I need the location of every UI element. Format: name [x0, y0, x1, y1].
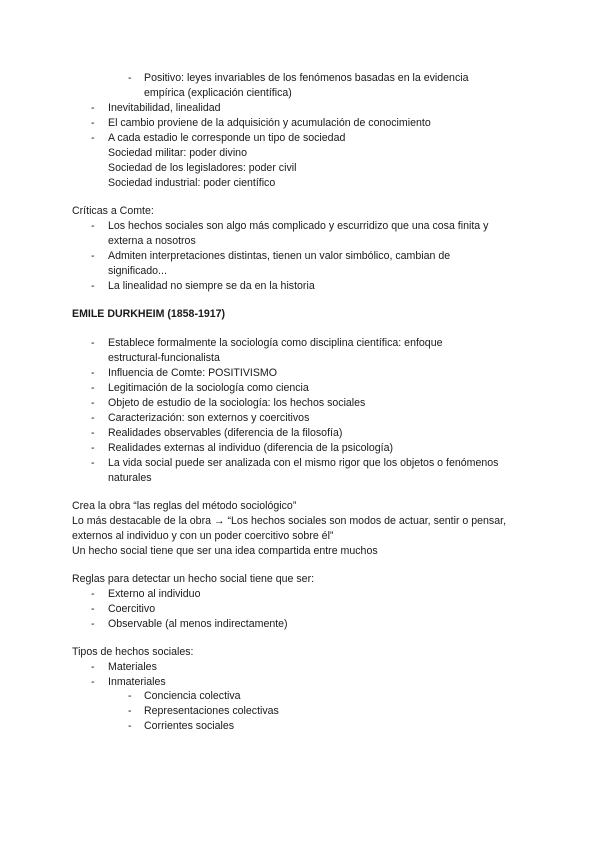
durkheim-bullet-8-line-1: La vida social puede ser analizada con el mismo rigor que los objetos o fenómenos: [108, 457, 499, 469]
sub-representaciones: Representaciones colectivas: [144, 705, 279, 717]
comte-bullet-2: El cambio proviene de la adquisición y acumulación de conocimiento: [108, 117, 431, 129]
critica-3-line-1: La linealidad no siempre se da en la historia: [108, 280, 315, 292]
bullet-dash: -: [91, 618, 95, 630]
bullet-dash: -: [128, 690, 132, 702]
obra-line-3: externos al individuo y con un poder coercitivo sobre él”: [72, 530, 334, 542]
bullet-dash: -: [91, 442, 95, 454]
bullet-dash: -: [91, 412, 95, 424]
regla-2: Coercitivo: [108, 603, 156, 615]
critica-1-line-1: Los hechos sociales son algo más complicado y escurridizo que una cosa finita y: [108, 220, 489, 232]
durkheim-bullet-3: Legitimación de la sociología como ciencia: [108, 382, 309, 394]
comte-bullet-3: A cada estadio le corresponde un tipo de sociedad: [108, 132, 346, 144]
bullet-dash: -: [91, 676, 95, 688]
bullet-dash: -: [91, 603, 95, 615]
durkheim-bullet-6: Realidades observables (diferencia de la filosofía): [108, 427, 343, 439]
durkheim-bullet-8-line-2: naturales: [108, 472, 152, 484]
critica-2-line-1: Admiten interpretaciones distintas, tienen un valor simbólico, cambian de: [108, 250, 451, 262]
bullet-dash: -: [128, 720, 132, 732]
tipo-inmateriales: Inmateriales: [108, 676, 166, 688]
reglas-heading: Reglas para detectar un hecho social tiene que ser:: [72, 573, 315, 585]
bullet-dash: -: [91, 661, 95, 673]
durkheim-bullet-7: Realidades externas al individuo (diferencia de la psicología): [108, 442, 394, 454]
bullet-dash: -: [91, 220, 95, 232]
obra-line-1: Crea la obra “las reglas del método sociológico”: [72, 500, 297, 512]
durkheim-bullet-4: Objeto de estudio de la sociología: los hechos sociales: [108, 397, 366, 409]
critica-2-line-2: significado...: [108, 265, 167, 277]
bullet-dash: -: [128, 705, 132, 717]
bullet-dash: -: [91, 280, 95, 292]
obra-line-2: Lo más destacable de la obra → “Los hechos sociales son modos de actuar, sentir o pensar,: [72, 515, 507, 527]
sub-conciencia: Conciencia colectiva: [144, 690, 241, 702]
bullet-dash: -: [91, 427, 95, 439]
regla-3: Observable (al menos indirectamente): [108, 618, 288, 630]
society-legislators: Sociedad de los legisladores: poder civil: [108, 162, 297, 174]
bullet-dash: -: [91, 457, 95, 469]
bullet-dash: -: [91, 337, 95, 349]
tipos-heading: Tipos de hechos sociales:: [72, 646, 194, 658]
comte-bullet-1: Inevitabilidad, linealidad: [108, 102, 221, 114]
sub-corrientes: Corrientes sociales: [144, 720, 235, 732]
bullet-dash: -: [91, 588, 95, 600]
durkheim-bullet-2: Influencia de Comte: POSITIVISMO: [108, 367, 277, 379]
bullet-dash: -: [91, 367, 95, 379]
positivo-line-2: empírica (explicación científica): [144, 87, 292, 99]
durkheim-bullet-1-line-2: estructural-funcionalista: [108, 352, 220, 364]
bullet-dash: -: [91, 250, 95, 262]
bullet-dash: -: [91, 102, 95, 114]
regla-1: Externo al individuo: [108, 588, 201, 600]
bullet-dash: -: [128, 72, 132, 84]
tipo-materiales: Materiales: [108, 661, 157, 673]
critica-1-line-2: externa a nosotros: [108, 235, 196, 247]
obra-line-4: Un hecho social tiene que ser una idea compartida entre muchos: [72, 545, 378, 557]
durkheim-bullet-1-line-1: Establece formalmente la sociología como disciplina científica: enfoque: [108, 337, 443, 349]
bullet-dash: -: [91, 132, 95, 144]
bullet-dash: -: [91, 117, 95, 129]
durkheim-heading: EMILE DURKHEIM (1858-1917): [72, 308, 226, 320]
society-industrial: Sociedad industrial: poder científico: [108, 177, 276, 189]
positivo-line-1: Positivo: leyes invariables de los fenómenos basadas en la evidencia: [144, 72, 469, 84]
bullet-dash: -: [91, 382, 95, 394]
durkheim-bullet-5: Caracterización: son externos y coercitivos: [108, 412, 310, 424]
criticas-heading: Críticas a Comte:: [72, 205, 154, 217]
bullet-dash: -: [91, 397, 95, 409]
society-military: Sociedad militar: poder divino: [108, 147, 247, 159]
